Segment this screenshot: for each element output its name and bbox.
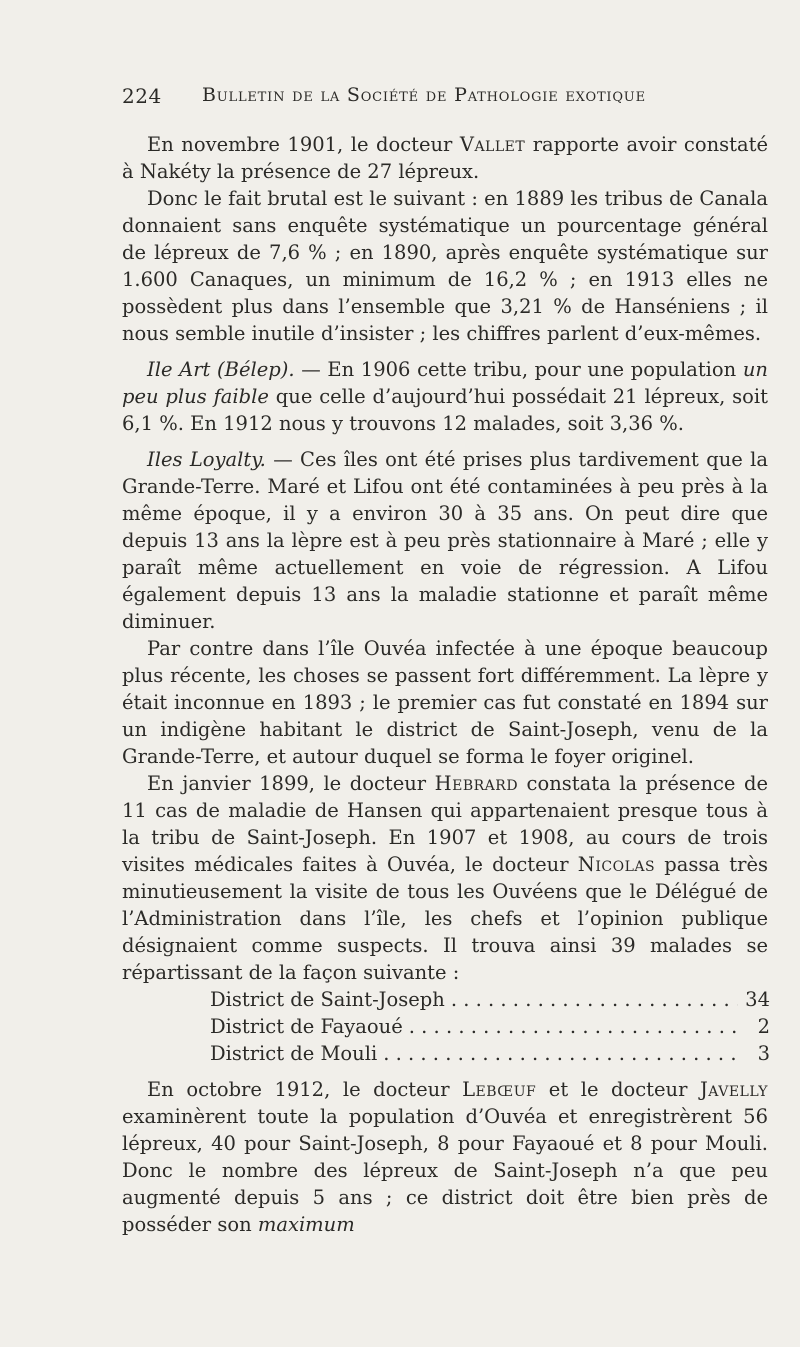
leader-dots xyxy=(383,1040,738,1067)
paragraph-5: Par contre dans l’île Ouvéa infectée à une époque beaucoup plus récente, les choses se passent fort différemment. La lèpre y était inconnue en 1893 ; le premier cas fut constaté en 1894 sur un indigène habitant le district de Saint-Joseph, venu de la Grande-Terre, et autour duquel se forma le foyer originel. xyxy=(122,637,768,768)
district-count: 3 xyxy=(757,1042,770,1065)
author-name: Javelly xyxy=(699,1078,768,1101)
table-row xyxy=(210,1040,770,1067)
section-title: Iles Loyalty. xyxy=(147,448,266,471)
author-name: Lebœuf xyxy=(462,1078,537,1101)
district-count: 34 xyxy=(745,988,770,1011)
section-title: Ile Art (Bélep). xyxy=(147,358,295,381)
author-name: Nicolas xyxy=(577,853,656,876)
text-run: constata la présence de 11 cas de maladie de Hansen qui appartenaient presque tous à la tribu de Saint-Joseph. En 1907 et 1908, au cours de trois visites médicales faites à Ouvéa, le docteur xyxy=(122,772,768,876)
paragraph-7 xyxy=(122,1076,768,1238)
leader-dots xyxy=(451,986,738,1013)
body-text xyxy=(122,131,768,1238)
author-name: Vallet xyxy=(459,133,526,156)
running-title: Bulletin de la Société de Pathologie exotique xyxy=(202,84,646,106)
page-number: 224 xyxy=(122,84,162,108)
text-run: rapporte avoir constaté à Nakéty la présence de 27 lépreux. xyxy=(122,133,768,183)
text-run: En novembre 1901, le docteur xyxy=(147,133,460,156)
text-run: examinèrent toute la population d’Ouvéa et enregistrèrent 56 lépreux, 40 pour Saint-Joseph, 8 pour Fayaoué et 8 pour Mouli. Donc le nombre des lépreux de Saint-Joseph n’a que peu augmenté depuis 5 ans ; ce district doit être bien près de posséder son xyxy=(122,1105,768,1236)
text-run: et le docteur xyxy=(536,1078,700,1101)
emphasis: un peu plus faible xyxy=(122,358,768,408)
district-table xyxy=(122,986,768,1067)
text-run: — En 1906 cette tribu, pour une population xyxy=(294,358,743,381)
paragraph-4 xyxy=(122,446,768,635)
table-row xyxy=(210,1013,770,1040)
text-run: que celle d’aujourd’hui possédait 21 lépreux, soit 6,1 %. En 1912 nous y trouvons 12 malades, soit 3,36 %. xyxy=(122,385,768,435)
text-run: passa très minutieusement la visite de tous les Ouvéens que le Délégué de l’Administration dans l’île, les chefs et l’opinion publique désignaient comme suspects. Il trouva ainsi 39 malades se répartissant de la façon suivante : xyxy=(122,853,768,984)
text-run: En janvier 1899, le docteur xyxy=(147,772,435,795)
text-run: En octobre 1912, le docteur xyxy=(147,1078,463,1101)
district-label: District de Saint-Joseph xyxy=(210,988,445,1011)
text-run: — Ces îles ont été prises plus tardivement que la Grande-Terre. Maré et Lifou ont été contaminées à peu près à la même époque, il y a environ 30 à 35 ans. On peut dire que depuis 13 ans la lèpre est à peu près stationnaire à Maré ; elle y paraît même actuellement en voie de régression. A Lifou également depuis 13 ans la maladie stationne et paraît même diminuer. xyxy=(122,448,768,633)
table-row xyxy=(210,986,770,1013)
paragraph-6 xyxy=(122,770,768,986)
paragraph-3 xyxy=(122,356,768,437)
emphasis: maximum xyxy=(257,1213,355,1236)
author-name: Hebrard xyxy=(434,772,519,795)
district-label: District de Mouli xyxy=(210,1042,378,1065)
paragraph-2: Donc le fait brutal est le suivant : en 1889 les tribus de Canala donnaient sans enquête systématique un pourcentage général de lépreux de 7,6 % ; en 1890, après enquête systématique sur 1.600 Canaques, un minimum de 16,2 % ; en 1913 elles ne possèdent plus dans l’ensemble que 3,21 % de Hanséniens ; il nous semble inutile d’insister ; les chiffres parlent d’eux-mêmes. xyxy=(122,187,768,345)
district-label: District de Fayaoué xyxy=(210,1015,403,1038)
page-header xyxy=(122,84,682,114)
district-count: 2 xyxy=(757,1015,770,1038)
leader-dots xyxy=(409,1013,738,1040)
paragraph-1 xyxy=(122,131,768,185)
